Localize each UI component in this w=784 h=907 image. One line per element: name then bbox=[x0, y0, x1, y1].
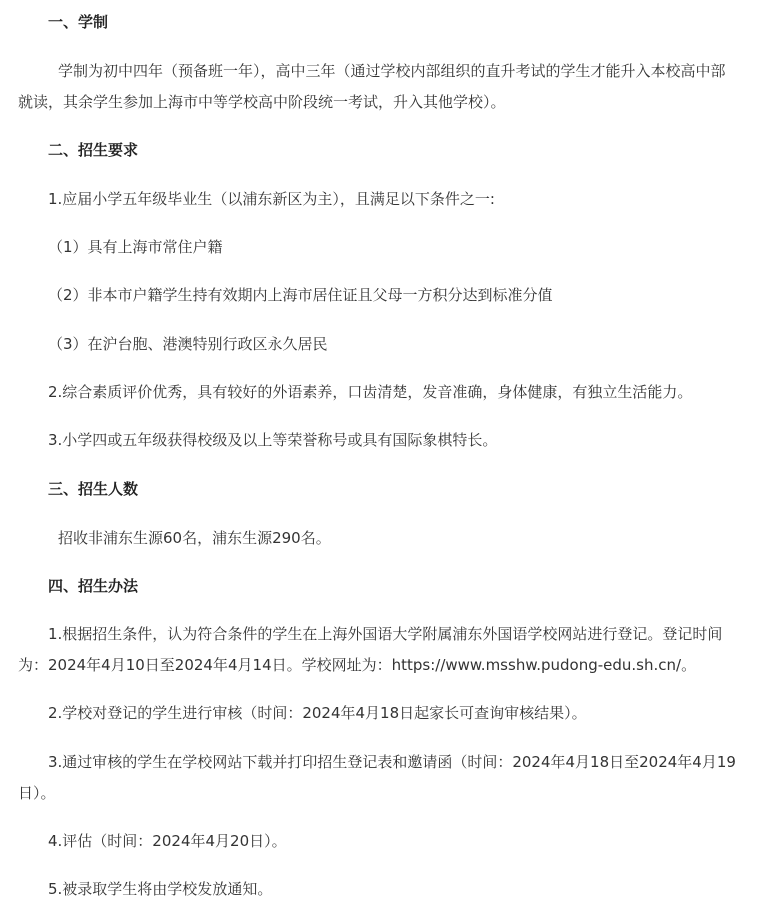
list-item: 3.通过审核的学生在学校网站下载并打印招生登记表和邀请函（时间：2024年4月18日至2024年4月19 bbox=[48, 753, 736, 771]
sub-list-item: （2）非本市户籍学生持有效期内上海市居住证且父母一方积分达到标准分值 bbox=[48, 286, 553, 304]
list-item: 3.小学四或五年级获得校级及以上等荣誉称号或具有国际象棋特长。 bbox=[48, 431, 498, 449]
section-heading-3: 三、招生人数 bbox=[48, 480, 139, 498]
list-item: 1.应届小学五年级毕业生（以浦东新区为主），且满足以下条件之一: bbox=[48, 190, 495, 208]
list-item: 2.学校对登记的学生进行审核（时间：2024年4月18日起家长可查询审核结果）。 bbox=[48, 704, 587, 722]
sub-list-item: （3）在沪台胞、港澳特别行政区永久居民 bbox=[48, 335, 328, 353]
paragraph-line: 就读，其余学生参加上海市中等学校高中阶段统一考试，升入其他学校）。 bbox=[18, 93, 506, 111]
paragraph-line: 招收非浦东生源60名，浦东生源290名。 bbox=[58, 529, 331, 547]
section-heading-1: 一、学制 bbox=[48, 13, 109, 31]
list-item: 5.被录取学生将由学校发放通知。 bbox=[48, 880, 273, 898]
list-item-continuation: 为：2024年4月10日至2024年4月14日。学校网址为：https://www.msshw.pudong-edu.sh.cn/。 bbox=[18, 656, 697, 674]
sub-list-item: （1）具有上海市常住户籍 bbox=[48, 238, 223, 256]
list-item: 1.根据招生条件，认为符合条件的学生在上海外国语大学附属浦东外国语学校网站进行登记。登记时间 bbox=[48, 625, 723, 643]
list-item: 2.综合素质评价优秀，具有较好的外语素养，口齿清楚，发音准确，身体健康，有独立生活能力。 bbox=[48, 383, 693, 401]
section-heading-2: 二、招生要求 bbox=[48, 141, 139, 159]
list-item-continuation: 日）。 bbox=[18, 784, 56, 802]
list-item: 4.评估（时间：2024年4月20日）。 bbox=[48, 832, 287, 850]
section-heading-4: 四、招生办法 bbox=[48, 577, 139, 595]
paragraph-line: 学制为初中四年（预备班一年），高中三年（通过学校内部组织的直升考试的学生才能升入本校高中部 bbox=[58, 62, 726, 80]
